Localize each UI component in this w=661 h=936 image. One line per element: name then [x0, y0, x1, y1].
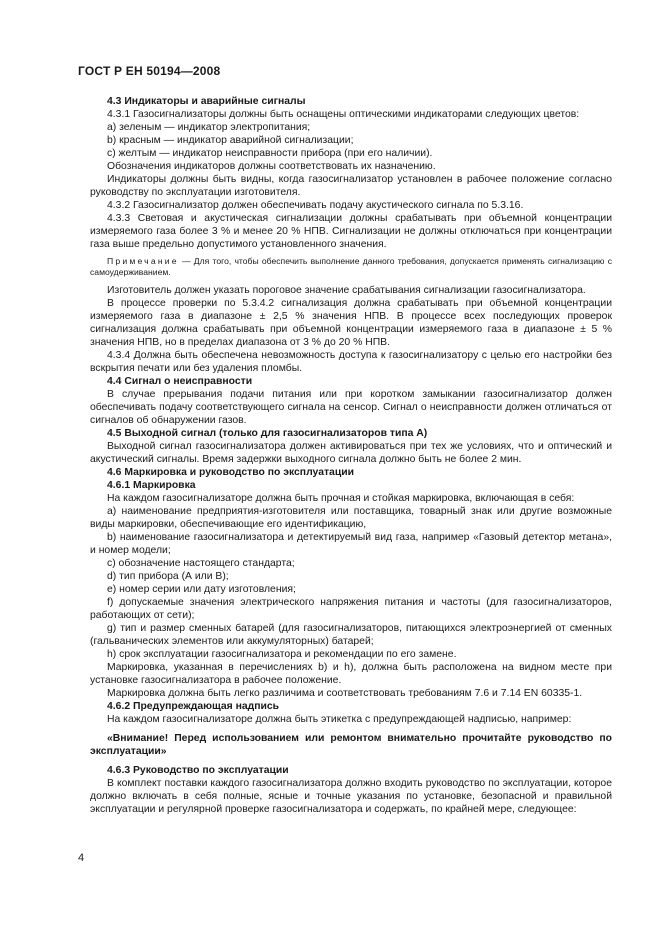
paragraph: Маркировка должна быть легко различима и соответствовать требованиям 7.6 и 7.14 EN 60335-1.	[107, 688, 583, 699]
note-label: Примечание	[107, 256, 179, 266]
page-number: 4	[78, 852, 85, 864]
paragraph: В случае прерывания подачи питания или при коротком замыкании газосигнализатор должен обеспечивать подачу соответствующего сигнала на сенсор. Сигнал о неисправности должен отличаться от сигналов об обнаружении газов.	[90, 389, 612, 426]
list-item: е) номер серии или дату изготовления;	[107, 584, 296, 595]
paragraph-4-3-4: 4.3.4 Должна быть обеспечена невозможность доступа к газосигнализатору с целью его настройки без вскрытия печати или без удаления пломбы.	[90, 350, 612, 374]
section-4-6-1-title: 4.6.1 Маркировка	[107, 480, 196, 491]
list-item: f) допускаемые значения электрического напряжения питания и частоты (для газосигнализаторов, работающих от сети);	[90, 597, 612, 621]
warning-text: «Внимание! Перед использованием или ремонтом внимательно прочитайте руководство по эксплуатации»	[90, 733, 612, 757]
list-item: d) тип прибора (А или В);	[107, 571, 229, 582]
paragraph: Изготовитель должен указать пороговое значение срабатывания сигнализации газосигнализатора.	[107, 285, 586, 296]
paragraph: Выходной сигнал газосигнализатора должен активироваться при тех же условиях, что и оптический и акустический сигналы. Время задержки выходного сигнала должно быть не более 2 мин.	[90, 441, 612, 465]
list-item: b) наименование газосигнализатора и детектируемый вид газа, например «Газовый детектор метана», и номер модели;	[90, 532, 612, 556]
note-text: — Для того, чтобы обеспечить выполнение данного требования, допускается применять сигнализацию с самоудерживанием.	[90, 256, 612, 277]
paragraph: На каждом газосигнализаторе должна быть этикетка с предупреждающей надписью, например:	[107, 714, 572, 725]
document-body	[90, 95, 612, 816]
section-4-5-title: 4.5 Выходной сигнал (только для газосигнализаторов типа А)	[107, 428, 428, 439]
section-4-4-title: 4.4 Сигнал о неисправности	[107, 376, 253, 387]
list-item: с) обозначение настоящего стандарта;	[107, 558, 295, 569]
section-4-6-3-title: 4.6.3 Руководство по эксплуатации	[107, 765, 289, 776]
section-4-6-2-title: 4.6.2 Предупреждающая надпись	[107, 701, 280, 712]
paragraph: В комплект поставки каждого газосигнализатора должно входить руководство по эксплуатации, которое должно включать в себя полные, ясные и точные указания по установке, безопасной и правильной эксплуатации и регулярной проверке газосигнализатора и содержать, по крайней мере, следующее:	[90, 778, 612, 815]
paragraph-4-3-1: 4.3.1 Газосигнализаторы должны быть оснащены оптическими индикаторами следующих цветов:	[107, 109, 580, 120]
list-item: с) желтым — индикатор неисправности прибора (при его наличии).	[107, 148, 433, 159]
paragraph: В процессе проверки по 5.3.4.2 сигнализация должна срабатывать при объемной концентрации измеряемого газа в диапазоне ± 2,5 % значения НПВ. В процессе всех последующих проверок сигнализация должна срабатывать при объемной концентрации измеряемого газа в диапазоне ± 5 % значения НПВ, но в пределах диапазона от 3 % до 20 % НПВ.	[90, 298, 612, 348]
paragraph-4-3-2: 4.3.2 Газосигнализатор должен обеспечивать подачу акустического сигнала по 5.3.16.	[107, 200, 524, 211]
paragraph: На каждом газосигнализаторе должна быть прочная и стойкая маркировка, включающая в себя:	[107, 493, 575, 504]
list-item: b) красным — индикатор аварийной сигнализации;	[107, 135, 354, 146]
list-item: g) тип и размер сменных батарей (для газосигнализаторов, питающихся электроэнергией от сменных (гальванических элементов или аккумуляторных) батарей;	[90, 623, 612, 647]
paragraph: Индикаторы должны быть видны, когда газосигнализатор установлен в рабочее положение согласно руководству по эксплуатации изготовителя.	[90, 174, 612, 198]
paragraph: Маркировка, указанная в перечислениях b) и h), должна быть расположена на видном месте при установке газосигнализатора в рабочее положение.	[90, 662, 612, 686]
list-item: а) зеленым — индикатор электропитания;	[107, 122, 311, 133]
document-header: ГОСТ Р ЕН 50194—2008	[78, 64, 221, 78]
paragraph: Обозначения индикаторов должны соответствовать их назначению.	[107, 161, 436, 172]
list-item: h) срок эксплуатации газосигнализатора и рекомендации по его замене.	[107, 649, 457, 660]
section-4-6-title: 4.6 Маркировка и руководство по эксплуатации	[107, 467, 354, 478]
note	[90, 256, 612, 278]
paragraph-4-3-3: 4.3.3 Световая и акустическая сигнализации должны срабатывать при объемной концентрации измеряемого газа более 3 % и менее 20 % НПВ. Сигнализации не должны отключаться при концентрации газа выше предельно допустимого установленного значения.	[90, 213, 612, 250]
section-4-3-title: 4.3 Индикаторы и аварийные сигналы	[107, 96, 306, 107]
list-item: а) наименование предприятия-изготовителя или поставщика, товарный знак или другие возможные виды маркировки, обеспечивающие его идентификацию,	[90, 506, 612, 530]
